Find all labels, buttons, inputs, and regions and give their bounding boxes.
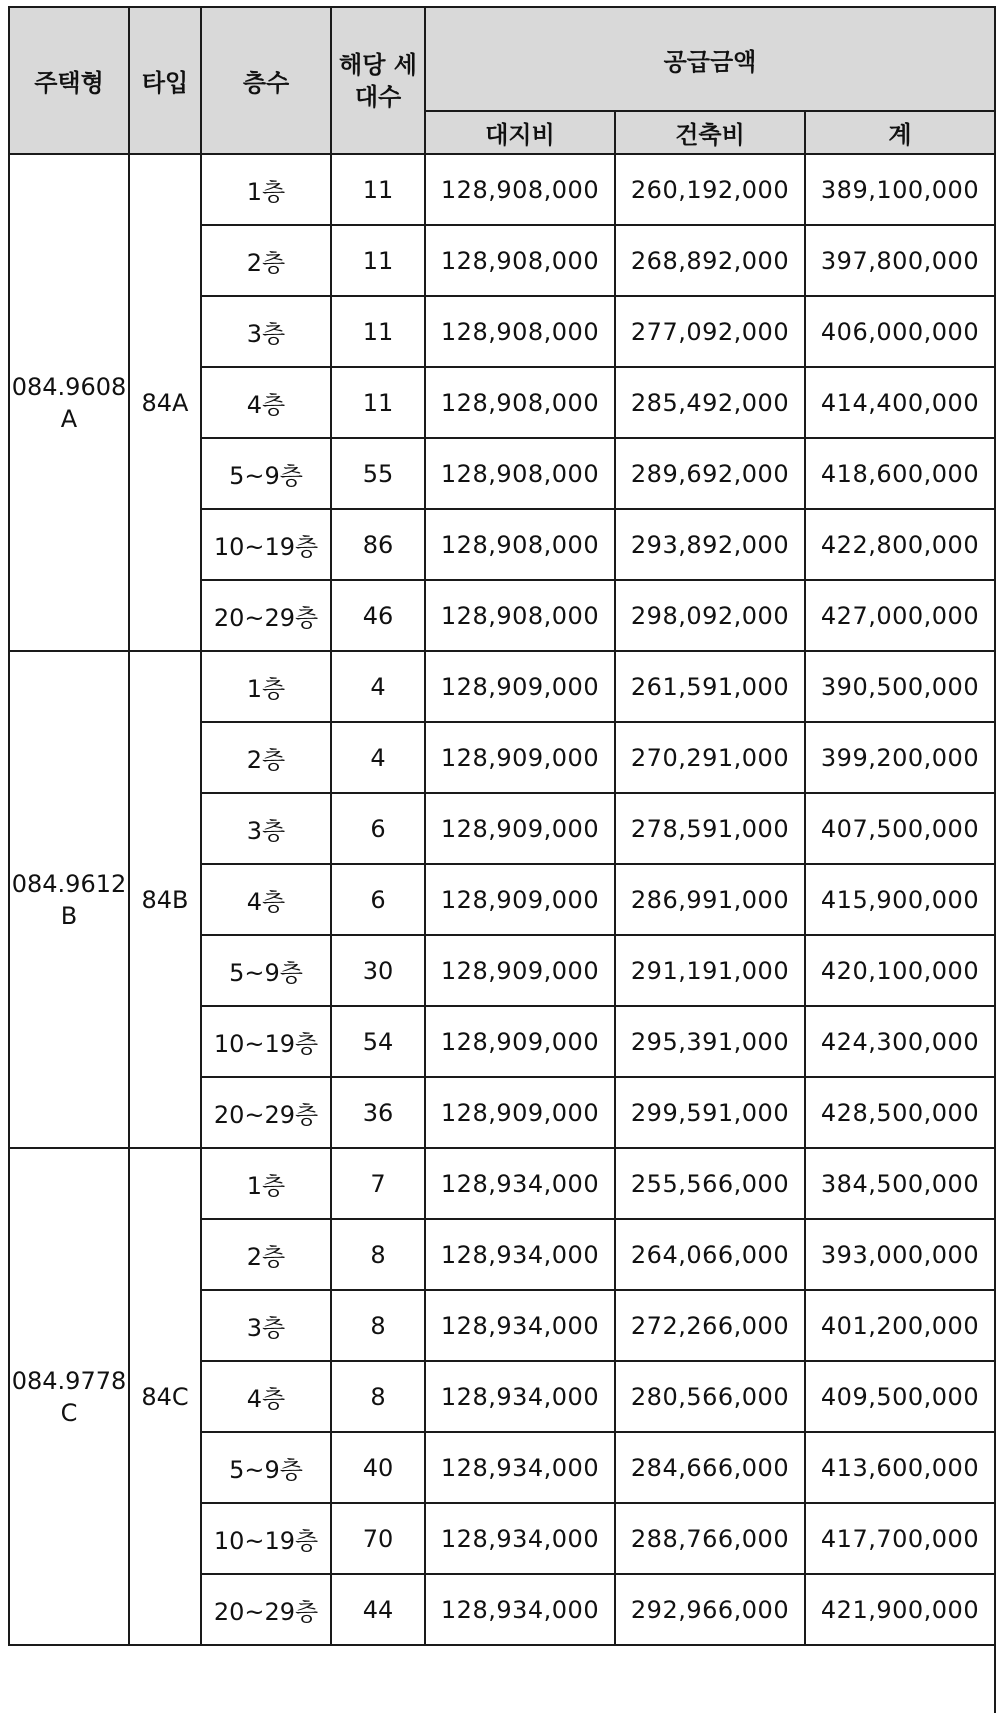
total-cell: 407,500,000 — [805, 793, 995, 864]
construction-cost-cell: 291,191,000 — [615, 935, 805, 1006]
households-cell: 11 — [331, 154, 425, 225]
table-row — [9, 651, 995, 722]
construction-cost-cell: 261,591,000 — [615, 651, 805, 722]
floor-cell: 20~29층 — [201, 1574, 331, 1645]
land-cost-cell: 128,908,000 — [425, 580, 615, 651]
construction-cost-cell: 299,591,000 — [615, 1077, 805, 1148]
households-cell: 8 — [331, 1290, 425, 1361]
land-cost-cell: 128,908,000 — [425, 154, 615, 225]
households-cell: 30 — [331, 935, 425, 1006]
land-cost-cell: 128,934,000 — [425, 1361, 615, 1432]
floor-cell: 5~9층 — [201, 1432, 331, 1503]
households-cell: 86 — [331, 509, 425, 580]
construction-cost-cell: 285,492,000 — [615, 367, 805, 438]
floor-cell: 2층 — [201, 722, 331, 793]
construction-cost-cell: 293,892,000 — [615, 509, 805, 580]
total-cell: 401,200,000 — [805, 1290, 995, 1361]
households-cell: 70 — [331, 1503, 425, 1574]
land-cost-cell: 128,909,000 — [425, 651, 615, 722]
table-body — [9, 154, 995, 1645]
header-supply-price: 공급금액 — [425, 7, 995, 111]
land-cost-cell: 128,909,000 — [425, 1077, 615, 1148]
households-cell: 11 — [331, 296, 425, 367]
floor-cell: 20~29층 — [201, 1077, 331, 1148]
construction-cost-cell: 298,092,000 — [615, 580, 805, 651]
floor-cell: 1층 — [201, 154, 331, 225]
households-cell: 6 — [331, 793, 425, 864]
housing-type-cell: 084.9612 B — [9, 651, 129, 1148]
total-cell: 420,100,000 — [805, 935, 995, 1006]
total-cell: 399,200,000 — [805, 722, 995, 793]
land-cost-cell: 128,934,000 — [425, 1219, 615, 1290]
header-total: 계 — [805, 111, 995, 154]
type-cell: 84B — [129, 651, 201, 1148]
construction-cost-cell: 255,566,000 — [615, 1148, 805, 1219]
floor-cell: 1층 — [201, 651, 331, 722]
households-cell: 11 — [331, 367, 425, 438]
construction-cost-cell: 284,666,000 — [615, 1432, 805, 1503]
households-cell: 36 — [331, 1077, 425, 1148]
floor-cell: 3층 — [201, 296, 331, 367]
floor-cell: 4층 — [201, 367, 331, 438]
households-cell: 8 — [331, 1361, 425, 1432]
total-cell: 397,800,000 — [805, 225, 995, 296]
households-cell: 54 — [331, 1006, 425, 1077]
total-cell: 393,000,000 — [805, 1219, 995, 1290]
land-cost-cell: 128,909,000 — [425, 722, 615, 793]
header-type: 타입 — [129, 7, 201, 154]
floor-cell: 20~29층 — [201, 580, 331, 651]
total-cell: 415,900,000 — [805, 864, 995, 935]
header-housing-type: 주택형 — [9, 7, 129, 154]
households-cell: 44 — [331, 1574, 425, 1645]
land-cost-cell: 128,908,000 — [425, 438, 615, 509]
total-cell: 417,700,000 — [805, 1503, 995, 1574]
total-cell: 428,500,000 — [805, 1077, 995, 1148]
construction-cost-cell: 260,192,000 — [615, 154, 805, 225]
table-header — [9, 7, 995, 154]
total-cell: 409,500,000 — [805, 1361, 995, 1432]
land-cost-cell: 128,908,000 — [425, 367, 615, 438]
land-cost-cell: 128,908,000 — [425, 296, 615, 367]
land-cost-cell: 128,908,000 — [425, 225, 615, 296]
land-cost-cell: 128,934,000 — [425, 1574, 615, 1645]
header-land-cost: 대지비 — [425, 111, 615, 154]
construction-cost-cell: 288,766,000 — [615, 1503, 805, 1574]
construction-cost-cell: 264,066,000 — [615, 1219, 805, 1290]
supply-price-table — [8, 6, 996, 1646]
total-cell: 390,500,000 — [805, 651, 995, 722]
total-cell: 424,300,000 — [805, 1006, 995, 1077]
total-cell: 421,900,000 — [805, 1574, 995, 1645]
land-cost-cell: 128,908,000 — [425, 509, 615, 580]
households-cell: 11 — [331, 225, 425, 296]
floor-cell: 3층 — [201, 793, 331, 864]
floor-cell: 4층 — [201, 1361, 331, 1432]
land-cost-cell: 128,934,000 — [425, 1148, 615, 1219]
households-cell: 6 — [331, 864, 425, 935]
total-cell: 427,000,000 — [805, 580, 995, 651]
floor-cell: 1층 — [201, 1148, 331, 1219]
construction-cost-cell: 286,991,000 — [615, 864, 805, 935]
total-cell: 418,600,000 — [805, 438, 995, 509]
floor-cell: 5~9층 — [201, 935, 331, 1006]
total-cell: 406,000,000 — [805, 296, 995, 367]
construction-cost-cell: 277,092,000 — [615, 296, 805, 367]
construction-cost-cell: 278,591,000 — [615, 793, 805, 864]
land-cost-cell: 128,934,000 — [425, 1432, 615, 1503]
floor-cell: 10~19층 — [201, 1503, 331, 1574]
construction-cost-cell: 268,892,000 — [615, 225, 805, 296]
households-cell: 40 — [331, 1432, 425, 1503]
table-right-edge — [994, 6, 996, 1713]
households-cell: 46 — [331, 580, 425, 651]
housing-type-cell: 084.9608 A — [9, 154, 129, 651]
total-cell: 384,500,000 — [805, 1148, 995, 1219]
table-row — [9, 154, 995, 225]
land-cost-cell: 128,934,000 — [425, 1290, 615, 1361]
land-cost-cell: 128,909,000 — [425, 935, 615, 1006]
header-floor: 층수 — [201, 7, 331, 154]
households-cell: 4 — [331, 722, 425, 793]
floor-cell: 10~19층 — [201, 509, 331, 580]
header-households: 해당 세대수 — [331, 7, 425, 154]
households-cell: 8 — [331, 1219, 425, 1290]
land-cost-cell: 128,934,000 — [425, 1503, 615, 1574]
floor-cell: 5~9층 — [201, 438, 331, 509]
construction-cost-cell: 272,266,000 — [615, 1290, 805, 1361]
construction-cost-cell: 270,291,000 — [615, 722, 805, 793]
floor-cell: 2층 — [201, 1219, 331, 1290]
type-cell: 84C — [129, 1148, 201, 1645]
land-cost-cell: 128,909,000 — [425, 1006, 615, 1077]
households-cell: 7 — [331, 1148, 425, 1219]
households-cell: 4 — [331, 651, 425, 722]
construction-cost-cell: 295,391,000 — [615, 1006, 805, 1077]
total-cell: 414,400,000 — [805, 367, 995, 438]
construction-cost-cell: 280,566,000 — [615, 1361, 805, 1432]
floor-cell: 3층 — [201, 1290, 331, 1361]
construction-cost-cell: 292,966,000 — [615, 1574, 805, 1645]
floor-cell: 4층 — [201, 864, 331, 935]
housing-type-cell: 084.9778 C — [9, 1148, 129, 1645]
type-cell: 84A — [129, 154, 201, 651]
land-cost-cell: 128,909,000 — [425, 793, 615, 864]
total-cell: 413,600,000 — [805, 1432, 995, 1503]
header-construction-cost: 건축비 — [615, 111, 805, 154]
households-cell: 55 — [331, 438, 425, 509]
total-cell: 422,800,000 — [805, 509, 995, 580]
construction-cost-cell: 289,692,000 — [615, 438, 805, 509]
floor-cell: 10~19층 — [201, 1006, 331, 1077]
table-row — [9, 1148, 995, 1219]
floor-cell: 2층 — [201, 225, 331, 296]
total-cell: 389,100,000 — [805, 154, 995, 225]
land-cost-cell: 128,909,000 — [425, 864, 615, 935]
